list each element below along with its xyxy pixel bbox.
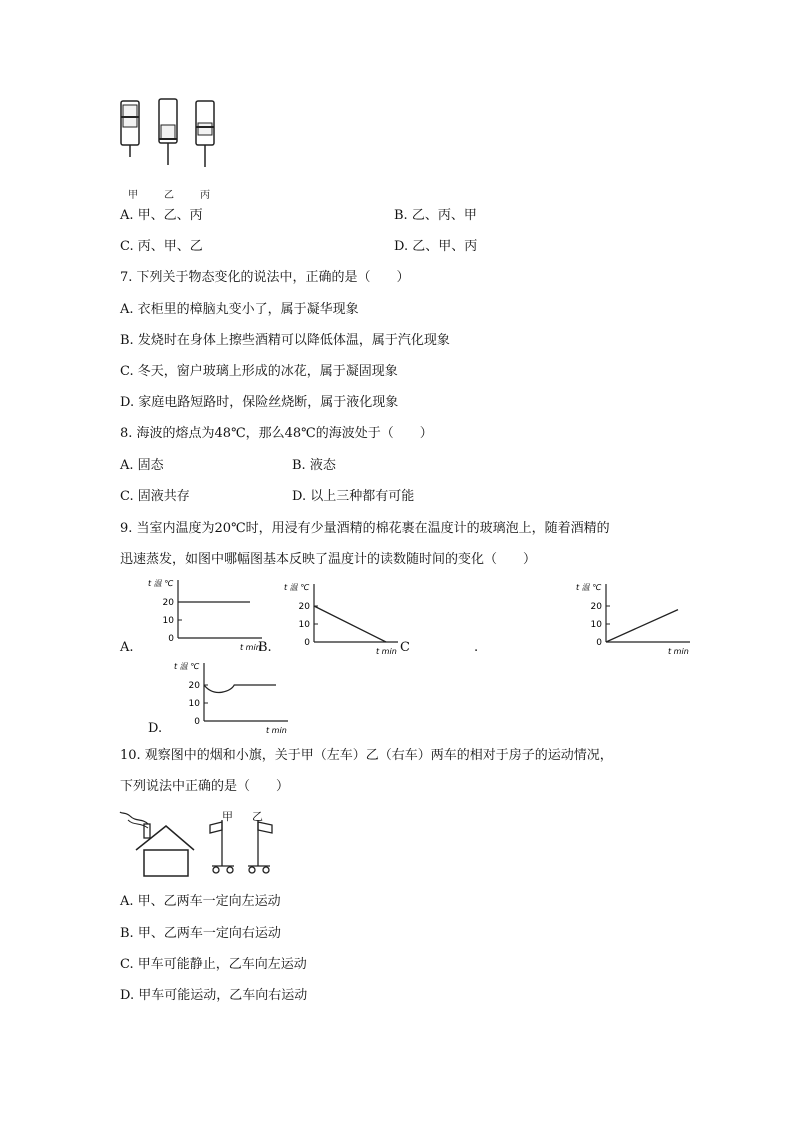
- syringe-jia: [121, 101, 139, 157]
- q9-chart-d: [168, 657, 298, 737]
- y-tick-label: 0: [194, 717, 200, 727]
- series-line: [204, 685, 276, 693]
- q8-option-d: D. 以上三种都有可能: [292, 489, 415, 504]
- q10-house-cars-figure: [118, 806, 298, 881]
- y-tick-label: 0: [304, 638, 310, 648]
- y-tick-label: 10: [298, 620, 310, 630]
- q10-label-yi: 乙: [252, 810, 263, 823]
- y-axis-label: t 温 ℃: [148, 579, 174, 588]
- q9-option-b-label: B.: [258, 640, 272, 655]
- q9-chart-a: [142, 574, 272, 654]
- y-tick-label: 20: [298, 602, 310, 612]
- q7-option-d: D. 家庭电路短路时，保险丝烧断，属于液化现象: [120, 395, 399, 410]
- q10-option-d: D. 甲车可能运动，乙车向右运动: [120, 988, 308, 1003]
- series-line: [606, 610, 678, 642]
- car-yi-icon: [248, 820, 272, 873]
- q9-option-dot: .: [474, 640, 479, 655]
- q8-option-c: C. 固液共存: [120, 489, 190, 504]
- q7-option-b: B. 发烧时在身体上擦些酒精可以降低体温，属于汽化现象: [120, 333, 450, 348]
- q10-stem-line2: 下列说法中正确的是（ ）: [120, 779, 290, 794]
- y-axis-label: t 温 ℃: [174, 662, 200, 671]
- y-tick-label: 20: [188, 681, 200, 691]
- y-tick-label: 0: [168, 634, 174, 644]
- q6-label-bing: 丙: [200, 190, 210, 201]
- q10-option-a: A. 甲、乙两车一定向左运动: [120, 894, 281, 909]
- q9-chart-c: [570, 578, 700, 658]
- q6-label-yi: 乙: [164, 190, 174, 201]
- q8-stem: 8. 海波的熔点为48℃，那么48℃的海波处于（ ）: [120, 426, 433, 441]
- y-tick-label: 0: [596, 638, 602, 648]
- q7-stem: 7. 下列关于物态变化的说法中，正确的是（ ）: [120, 270, 410, 285]
- q10-option-b: B. 甲、乙两车一定向右运动: [120, 926, 281, 941]
- syringe-yi: [159, 99, 177, 165]
- q9-stem-line2: 迅速蒸发，如图中哪幅图基本反映了温度计的读数随时间的变化（ ）: [120, 552, 537, 567]
- x-axis-label: t min: [668, 647, 689, 656]
- q8-option-a: A. 固态: [120, 458, 164, 473]
- q9-option-d-label: D.: [148, 721, 163, 736]
- q6-option-a: A. 甲、乙、丙: [120, 208, 203, 223]
- x-axis-label: t min: [376, 647, 397, 656]
- q6-option-b: B. 乙、丙、甲: [394, 208, 477, 223]
- y-axis-label: t 温 ℃: [284, 583, 310, 592]
- q7-option-c: C. 冬天，窗户玻璃上形成的冰花，属于凝固现象: [120, 364, 398, 379]
- q9-stem-line1: 9. 当室内温度为20℃时，用浸有少量酒精的棉花裹在温度计的玻璃泡上，随着酒精的: [120, 521, 610, 536]
- x-axis-label: t min: [266, 726, 287, 735]
- q8-option-b: B. 液态: [292, 458, 336, 473]
- syringe-bing: [196, 101, 214, 167]
- q10-option-c: C. 甲车可能静止，乙车向左运动: [120, 957, 307, 972]
- q9-option-c-label: C: [400, 640, 410, 655]
- q10-stem-line1: 10. 观察图中的烟和小旗，关于甲（左车）乙（右车）两车的相对于房子的运动情况，: [120, 748, 613, 763]
- x-axis-label: t min: [240, 643, 261, 652]
- q9-option-a-label: A.: [120, 640, 134, 655]
- q6-label-jia: 甲: [128, 190, 138, 201]
- q6-option-c: C. 丙、甲、乙: [120, 239, 203, 254]
- y-tick-label: 20: [590, 602, 602, 612]
- q6-syringe-figure: [110, 95, 230, 175]
- q10-label-jia: 甲: [222, 810, 233, 823]
- car-jia-icon: [210, 820, 234, 873]
- q9-chart-b: [278, 578, 408, 658]
- house-icon: [136, 826, 194, 876]
- q7-option-a: A. 衣柜里的樟脑丸变小了，属于凝华现象: [120, 302, 359, 317]
- q6-option-d: D. 乙、甲、丙: [394, 239, 478, 254]
- y-axis-label: t 温 ℃: [576, 583, 602, 592]
- y-tick-label: 10: [162, 616, 174, 626]
- series-line: [314, 606, 386, 642]
- y-tick-label: 10: [590, 620, 602, 630]
- y-tick-label: 10: [188, 699, 200, 709]
- smoke-icon: [120, 812, 148, 824]
- y-tick-label: 20: [162, 598, 174, 608]
